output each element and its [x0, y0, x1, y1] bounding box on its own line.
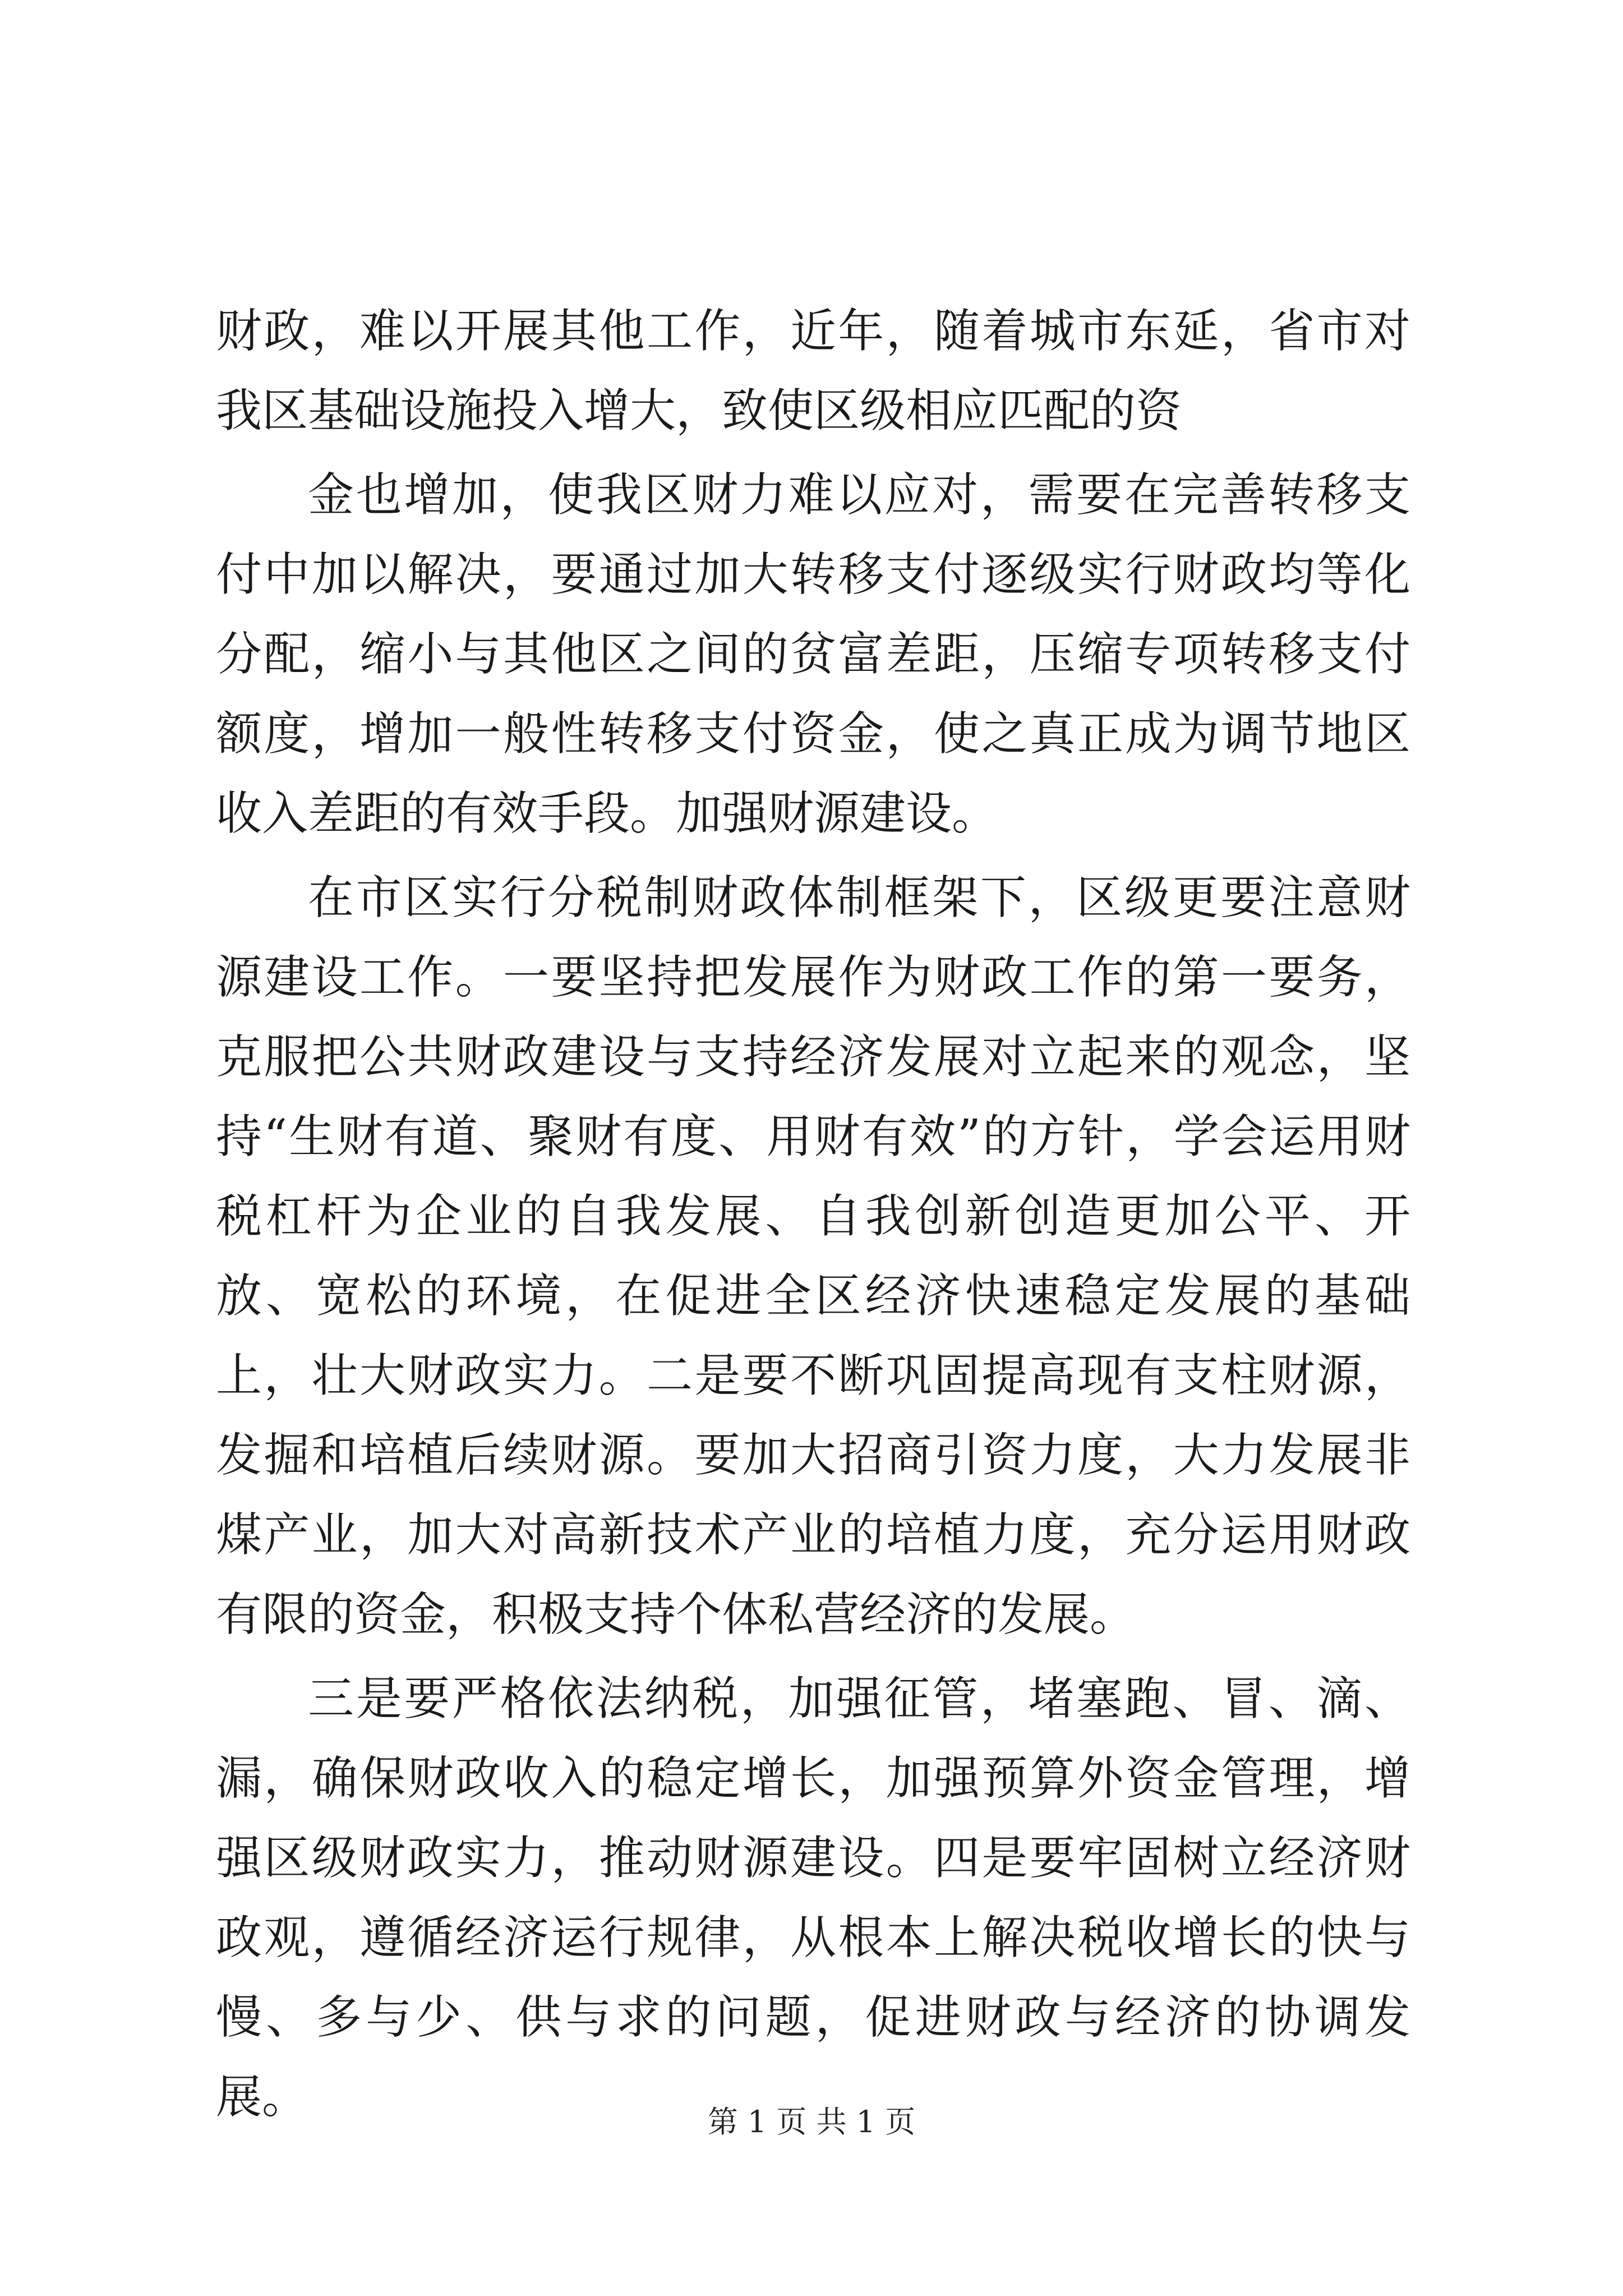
paragraph-4: 三是要严格依法纳税，加强征管，堵塞跑、冒、滴、漏，确保财政收入的稳定增长，加强预算外资金管理，增强区级财政实力，推动财源建设。四是要牢固树立经济财政观，遵循经济运行规律，从根本上解决税收增长的快与慢、多与少、供与求的问题，促进财政与经济的协调发展。	[216, 1672, 1410, 2124]
page-number-footer: 第 1 页 共 1 页	[707, 2104, 916, 2139]
paragraph-1: 财政，难以开展其他工作，近年，随着城市东延，省市对我区基础设施投入增大，致使区级相应匹配的资	[216, 305, 1410, 438]
paragraph-2: 金也增加，使我区财力难以应对，需要在完善转移支付中加以解决，要通过加大转移支付逐级实行财政均等化分配，缩小与其他区之间的贫富差距，压缩专项转移支付额度，增加一般性转移支付资金，使之真正成为调节地区收入差距的有效手段。加强财源建设。	[216, 468, 1410, 840]
paragraph-3: 在市区实行分税制财政体制框架下，区级更要注意财源建设工作。一要坚持把发展作为财政工作的第一要务，克服把公共财政建设与支持经济发展对立起来的观念，坚持“生财有道、聚财有度、用财有效”的方针，学会运用财税杠杆为企业的自我发展、自我创新创造更加公平、开放、宽松的环境，在促进全区经济快速稳定发展的基础上，壮大财政实力。二是要不断巩固提高现有支柱财源，发掘和培植后续财源。要加大招商引资力度，大力发展非煤产业，加大对高新技术产业的培植力度，充分运用财政有限的资金，积极支持个体私营经济的发展。	[216, 871, 1410, 1641]
document-body	[216, 292, 1410, 2137]
